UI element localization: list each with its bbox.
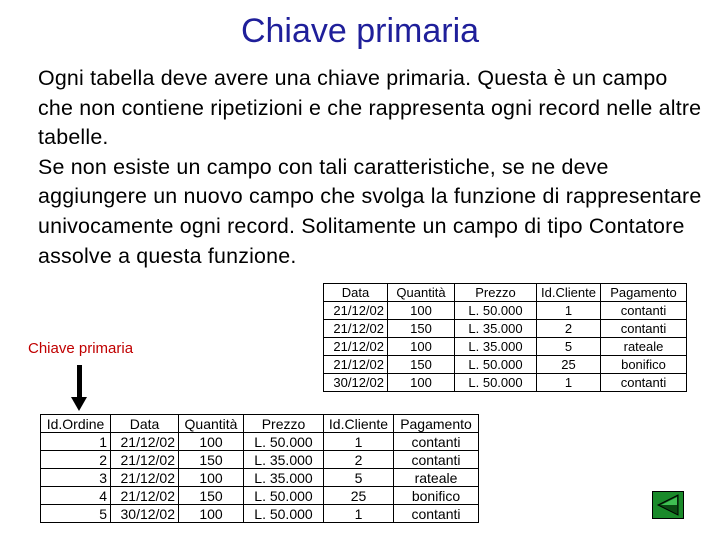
cell-pagamento: bonifico: [601, 356, 687, 374]
cell-quantita: 100: [179, 505, 244, 523]
orders-table-without-key: [323, 283, 687, 392]
cell-id-cliente: 1: [537, 302, 601, 320]
table-row: [41, 451, 479, 469]
primary-key-label: Chiave primaria: [28, 340, 134, 357]
table-row: [324, 338, 687, 356]
cell-id-cliente: 1: [324, 505, 394, 523]
header-cell: Prezzo: [244, 415, 324, 433]
cell-id-ordine: 3: [41, 469, 111, 487]
cell-pagamento: contanti: [601, 320, 687, 338]
cell-data: 21/12/02: [324, 320, 388, 338]
paragraph: Se non esiste un campo con tali caratteristiche, se ne deve aggiungere un nuovo campo che svolga la funzione di rappresentare univocamente ogni record. Solitamente un campo di tipo Contatore assolve a questa funzione.: [38, 154, 702, 268]
header-cell: Data: [324, 284, 388, 302]
back-triangle-icon: [653, 492, 683, 518]
back-button[interactable]: [652, 491, 684, 519]
down-arrow-icon: [77, 365, 82, 399]
cell-prezzo: L. 35.000: [455, 338, 537, 356]
table-row: [324, 320, 687, 338]
cell-data: 21/12/02: [111, 469, 179, 487]
table-row: [41, 433, 479, 451]
paragraph: Ogni tabella deve avere una chiave primaria. Questa è un campo che non contiene ripetizioni e che rappresenta ogni record nelle altre tabelle.: [38, 66, 702, 150]
cell-pagamento: contanti: [394, 505, 479, 523]
cell-quantita: 100: [388, 338, 455, 356]
table-row: [324, 356, 687, 374]
cell-id-cliente: 2: [537, 320, 601, 338]
table-row: [324, 374, 687, 392]
cell-id-ordine: 5: [41, 505, 111, 523]
body-text: [38, 64, 708, 271]
cell-id-cliente: 5: [537, 338, 601, 356]
cell-quantita: 100: [388, 374, 455, 392]
slide-title: Chiave primaria: [240, 12, 480, 50]
table-header-row: [324, 284, 687, 302]
header-cell: Quantità: [179, 415, 244, 433]
header-cell: Pagamento: [394, 415, 479, 433]
cell-prezzo: L. 35.000: [244, 451, 324, 469]
cell-prezzo: L. 35.000: [244, 469, 324, 487]
header-cell: Data: [111, 415, 179, 433]
cell-data: 21/12/02: [111, 433, 179, 451]
cell-prezzo: L. 50.000: [455, 356, 537, 374]
cell-quantita: 100: [179, 433, 244, 451]
cell-prezzo: L. 50.000: [455, 374, 537, 392]
cell-quantita: 150: [388, 356, 455, 374]
header-cell: Id.Ordine: [41, 415, 111, 433]
header-cell: Id.Cliente: [324, 415, 394, 433]
cell-pagamento: rateale: [601, 338, 687, 356]
table-row: [41, 505, 479, 523]
cell-id-cliente: 25: [537, 356, 601, 374]
cell-data: 21/12/02: [324, 356, 388, 374]
cell-pagamento: contanti: [601, 374, 687, 392]
cell-data: 21/12/02: [111, 451, 179, 469]
cell-id-ordine: 1: [41, 433, 111, 451]
cell-id-cliente: 5: [324, 469, 394, 487]
orders-table-with-key: [40, 414, 479, 523]
cell-id-cliente: 1: [324, 433, 394, 451]
cell-prezzo: L. 50.000: [244, 433, 324, 451]
table-header-row: [41, 415, 479, 433]
cell-data: 30/12/02: [111, 505, 179, 523]
cell-data: 30/12/02: [324, 374, 388, 392]
cell-id-cliente: 25: [324, 487, 394, 505]
header-cell: Quantità: [388, 284, 455, 302]
cell-quantita: 150: [179, 451, 244, 469]
cell-id-ordine: 4: [41, 487, 111, 505]
cell-pagamento: contanti: [394, 433, 479, 451]
cell-id-cliente: 2: [324, 451, 394, 469]
header-cell: Id.Cliente: [537, 284, 601, 302]
cell-pagamento: rateale: [394, 469, 479, 487]
cell-prezzo: L. 50.000: [244, 505, 324, 523]
arrow-head-icon: [71, 397, 87, 411]
cell-id-ordine: 2: [41, 451, 111, 469]
cell-pagamento: contanti: [394, 451, 479, 469]
cell-data: 21/12/02: [324, 302, 388, 320]
cell-pagamento: bonifico: [394, 487, 479, 505]
header-cell: Prezzo: [455, 284, 537, 302]
cell-quantita: 150: [388, 320, 455, 338]
header-cell: Pagamento: [601, 284, 687, 302]
table-row: [41, 487, 479, 505]
table-row: [41, 469, 479, 487]
cell-prezzo: L. 50.000: [244, 487, 324, 505]
cell-prezzo: L. 35.000: [455, 320, 537, 338]
cell-quantita: 150: [179, 487, 244, 505]
cell-pagamento: contanti: [601, 302, 687, 320]
table-row: [324, 302, 687, 320]
cell-data: 21/12/02: [324, 338, 388, 356]
cell-prezzo: L. 50.000: [455, 302, 537, 320]
cell-data: 21/12/02: [111, 487, 179, 505]
cell-quantita: 100: [388, 302, 455, 320]
cell-id-cliente: 1: [537, 374, 601, 392]
cell-quantita: 100: [179, 469, 244, 487]
